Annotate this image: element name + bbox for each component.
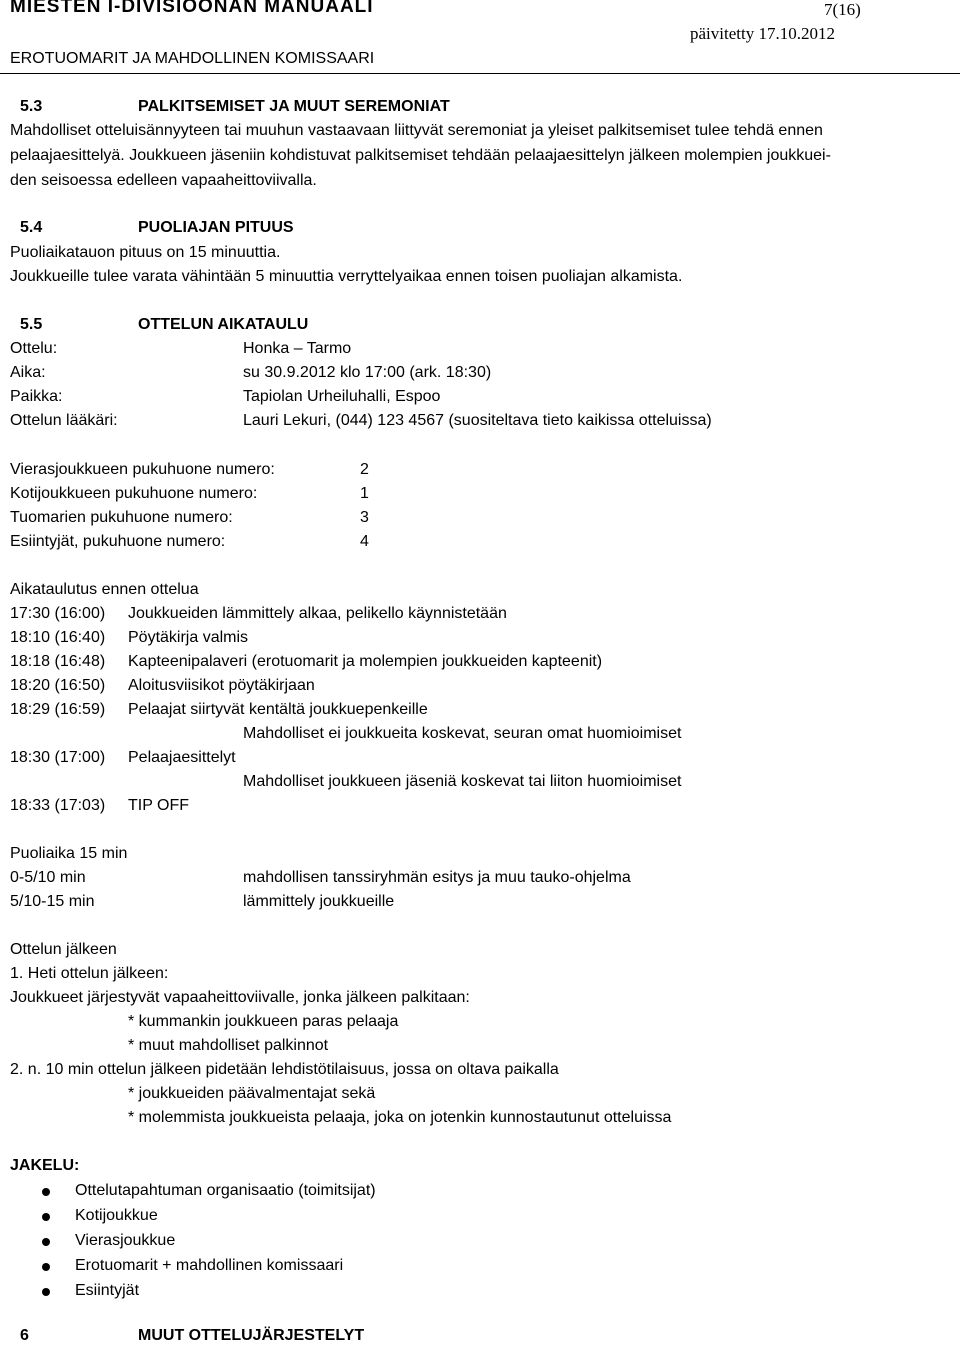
press-attendee: * joukkueiden päävalmentajat sekä (128, 1085, 376, 1102)
after-game-line: 1. Heti ottelun jälkeen: (10, 965, 169, 982)
section-title: MUUT OTTELUJÄRJESTELYT (138, 1327, 365, 1344)
bullet-icon (42, 1288, 50, 1296)
halftime-program: lämmittely joukkueille (243, 893, 395, 910)
info-value: Honka – Tarmo (243, 340, 352, 357)
paragraph-line: Puoliaikatauon pituus on 15 minuuttia. (10, 244, 281, 261)
paragraph-line: Mahdolliset otteluisännyyteen tai muuhun vastaavaan liittyvät seremoniat ja yleiset palkitsemiset tulee tehdä ennen (10, 122, 823, 139)
paragraph-line: pelaajaesittelyä. Joukkueen jäseniin kohdistuvat palkitsemiset tehdään pelaajaesittelyn jälkeen molempien joukkuei- (10, 147, 831, 164)
document-subtitle: EROTUOMARIT JA MAHDOLLINEN KOMISSAARI (10, 50, 375, 67)
schedule-event: Aloitusviisikot pöytäkirjaan (128, 677, 315, 694)
room-number: 1 (360, 485, 369, 502)
paragraph-line: Joukkueille tulee varata vähintään 5 minuuttia verryttelyaikaa ennen toisen puoliajan alkamista. (10, 268, 683, 285)
room-label: Vierasjoukkueen pukuhuone numero: (10, 461, 275, 478)
info-label: Paikka: (10, 388, 63, 405)
halftime-time: 5/10-15 min (10, 893, 95, 910)
info-label: Ottelun lääkäri: (10, 412, 118, 429)
section-title: OTTELUN AIKATAULU (138, 316, 309, 333)
after-game-heading: Ottelun jälkeen (10, 941, 117, 958)
section-number: 5.5 (20, 316, 43, 333)
page-number: 7(16) (824, 0, 861, 19)
section-number: 5.3 (20, 98, 43, 115)
schedule-time: 18:10 (16:40) (10, 629, 106, 646)
room-label: Tuomarien pukuhuone numero: (10, 509, 233, 526)
distribution-item: Kotijoukkue (75, 1207, 158, 1224)
section-5-3-heading (10, 98, 910, 118)
section-title: PALKITSEMISET JA MUUT SEREMONIAT (138, 98, 450, 115)
section-number: 5.4 (20, 219, 43, 236)
section-title: PUOLIAJAN PITUUS (138, 219, 294, 236)
halftime-time: 0-5/10 min (10, 869, 86, 886)
updated-date: päivitetty 17.10.2012 (690, 24, 835, 43)
schedule-time: 18:20 (16:50) (10, 677, 106, 694)
info-label: Aika: (10, 364, 46, 381)
award-item: * kummankin joukkueen paras pelaaja (128, 1013, 399, 1030)
distribution-item: Vierasjoukkue (75, 1232, 176, 1249)
room-label: Kotijoukkueen pukuhuone numero: (10, 485, 258, 502)
section-6-heading (10, 1327, 910, 1347)
section-5-4-heading (10, 219, 910, 239)
schedule-event: Joukkueiden lämmittely alkaa, pelikello käynnistetään (128, 605, 507, 622)
schedule-time: 18:30 (17:00) (10, 749, 106, 766)
room-label: Esiintyjät, pukuhuone numero: (10, 533, 226, 550)
section-5-5-heading (10, 316, 910, 336)
info-value: Lauri Lekuri, (044) 123 4567 (suositeltava tieto kaikissa otteluissa) (243, 412, 712, 429)
bullet-icon (42, 1213, 50, 1221)
schedule-note: Mahdolliset joukkueen jäseniä koskevat tai liiton huomioimiset (243, 773, 682, 790)
section-number: 6 (20, 1327, 29, 1344)
paragraph-line: den seisoessa edelleen vapaaheittoviivalla. (10, 172, 317, 189)
award-item: * muut mahdolliset palkinnot (128, 1037, 329, 1054)
schedule-time: 18:29 (16:59) (10, 701, 106, 718)
distribution-item: Erotuomarit + mahdollinen komissaari (75, 1257, 344, 1274)
distribution-heading: JAKELU: (10, 1157, 80, 1174)
info-label: Ottelu: (10, 340, 58, 357)
bullet-icon (42, 1188, 50, 1196)
schedule-time: 18:33 (17:03) (10, 797, 106, 814)
after-game-line: 2. n. 10 min ottelun jälkeen pidetään lehdistötilaisuus, jossa on oltava paikalla (10, 1061, 559, 1078)
info-value: su 30.9.2012 klo 17:00 (ark. 18:30) (243, 364, 492, 381)
schedule-time: 17:30 (16:00) (10, 605, 106, 622)
schedule-event: Kapteenipalaveri (erotuomarit ja molempien joukkueiden kapteenit) (128, 653, 603, 670)
schedule-event: Pelaajaesittelyt (128, 749, 236, 766)
bullet-icon (42, 1238, 50, 1246)
info-value: Tapiolan Urheiluhalli, Espoo (243, 388, 441, 405)
schedule-event: TIP OFF (128, 797, 190, 814)
halftime-program: mahdollisen tanssiryhmän esitys ja muu tauko-ohjelma (243, 869, 631, 886)
room-number: 4 (360, 533, 369, 550)
schedule-heading: Aikataulutus ennen ottelua (10, 581, 199, 598)
after-game-line: Joukkueet järjestyvät vapaaheittoviivalle, jonka jälkeen palkitaan: (10, 989, 470, 1006)
schedule-time: 18:18 (16:48) (10, 653, 106, 670)
distribution-item: Esiintyjät (75, 1282, 140, 1299)
press-attendee: * molemmista joukkueista pelaaja, joka on jotenkin kunnostautunut otteluissa (128, 1109, 672, 1126)
room-number: 2 (360, 461, 369, 478)
header-divider (0, 73, 960, 74)
schedule-note: Mahdolliset ei joukkueita koskevat, seuran omat huomioimiset (243, 725, 682, 742)
room-number: 3 (360, 509, 369, 526)
bullet-icon (42, 1263, 50, 1271)
halftime-heading: Puoliaika 15 min (10, 845, 128, 862)
schedule-event: Pelaajat siirtyvät kentältä joukkuepenkeille (128, 701, 428, 718)
schedule-event: Pöytäkirja valmis (128, 629, 249, 646)
distribution-item: Ottelutapahtuman organisaatio (toimitsijat) (75, 1182, 376, 1199)
document-title: MIESTEN I-DIVISIOONAN MANUAALI (10, 0, 374, 17)
